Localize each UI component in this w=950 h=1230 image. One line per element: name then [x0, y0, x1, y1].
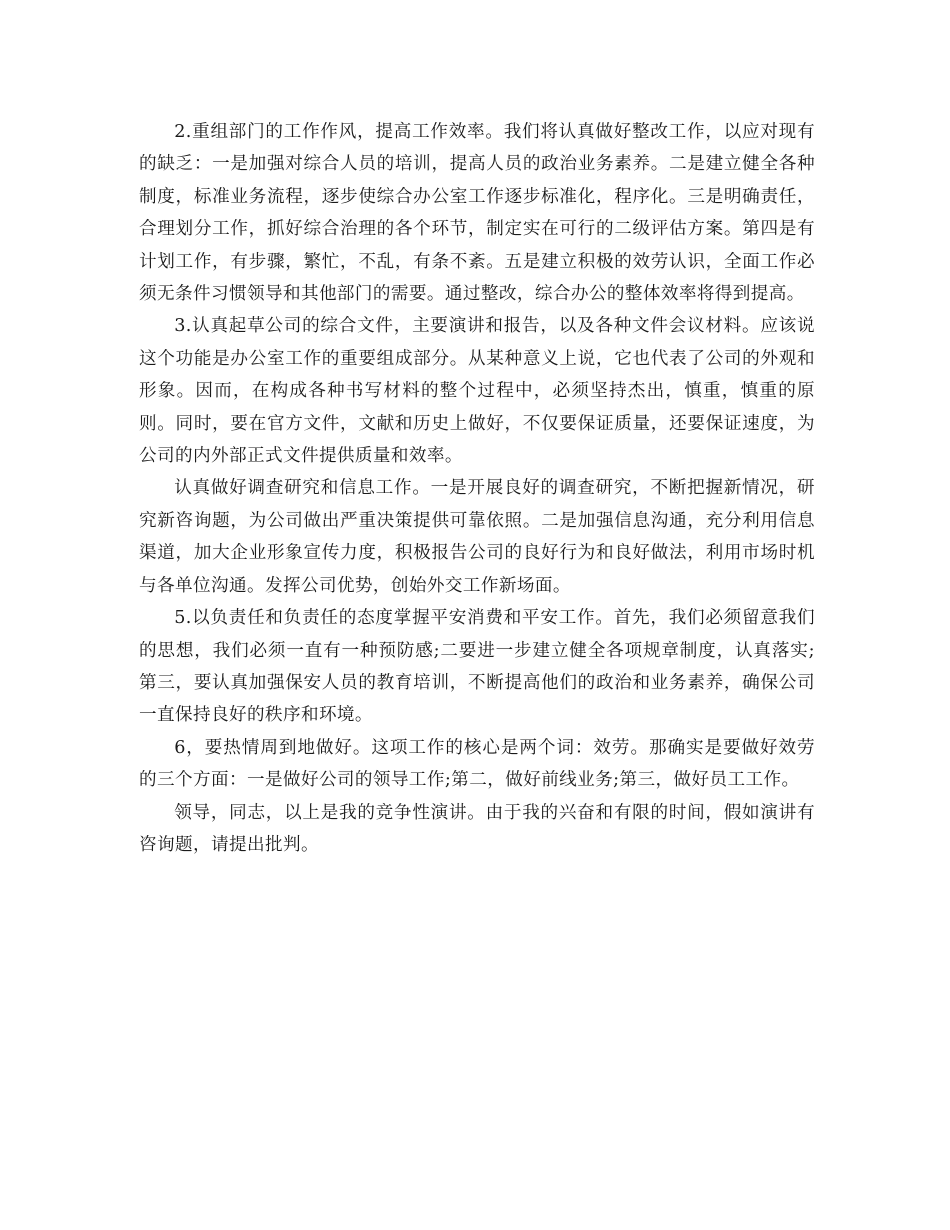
paragraph-3: 3.认真起草公司的综合文件，主要演讲和报告，以及各种文件会议材料。应该说这个功能是办公室工作的重要组成部分。从某种意义上说，它也代表了公司的外观和形象。因而，在构成各种书写材料的整个过程中，必须坚持杰出，慎重，慎重的原则。同时，要在官方文件，文献和历史上做好，不仅要保证质量，还要保证速度，为公司的内外部正式文件提供质量和效率。 — [139, 316, 815, 467]
paragraph-2: 2.重组部门的工作作风，提高工作效率。我们将认真做好整改工作，以应对现有的缺乏：一是加强对综合人员的培训，提高人员的政治业务素养。二是建立健全各种制度，标准业务流程，逐步使综合办公室工作逐步标准化，程序化。三是明确责任，合理划分工作，抓好综合治理的各个环节，制定实在可行的二级评估方案。第四是有计划工作，有步骤，繁忙，不乱，有条不紊。五是建立积极的效劳认识，全面工作必须无条件习惯领导和其他部门的需要。通过整改，综合办公的整体效率将得到提高。 — [139, 122, 815, 305]
document-body — [139, 116, 815, 861]
paragraph-research: 认真做好调查研究和信息工作。一是开展良好的调查研究，不断把握新情况，研究新咨询题，为公司做出严重决策提供可靠依照。二是加强信息沟通，充分利用信息渠道，加大企业形象宣传力度，积极报告公司的良好行为和良好做法，利用市场时机与各单位沟通。发挥公司优势，创始外交工作新场面。 — [139, 478, 815, 596]
paragraph-6: 6，要热情周到地做好。这项工作的核心是两个词：效劳。那确实是要做好效劳的三个方面：一是做好公司的领导工作;第二，做好前线业务;第三，做好员工工作。 — [139, 737, 815, 791]
paragraph-5: 5.以负责任和负责任的态度掌握平安消费和平安工作。首先，我们必须留意我们的思想，我们必须一直有一种预防感;二要进一步建立健全各项规章制度，认真落实;第三，要认真加强保安人员的教育培训，不断提高他们的政治和业务素养，确保公司一直保持良好的秩序和环境。 — [139, 608, 815, 726]
paragraph-closing: 领导，同志，以上是我的竞争性演讲。由于我的兴奋和有限的时间，假如演讲有咨询题，请提出批判。 — [139, 802, 815, 855]
